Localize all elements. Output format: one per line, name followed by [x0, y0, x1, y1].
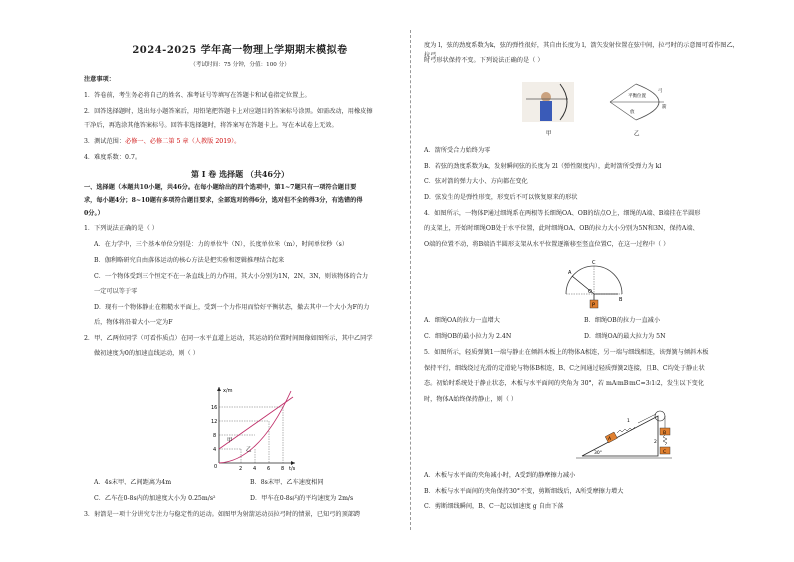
ytick-8: 8 [213, 433, 217, 439]
archer-head [541, 92, 551, 102]
q2-option-b: B．8s末甲、乙车速度相同 [250, 479, 324, 486]
label-angle: 30° [594, 451, 602, 456]
q5-option-a: A．木板与水平面的夹角减小时，A受到的静摩擦力减小 [424, 472, 576, 479]
q5-incline-figure [572, 406, 682, 464]
xtick-8: 8 [281, 466, 285, 471]
q3-continuation-1: 度为 l，弦的劲度系数为k，弦的弹性很好，其自由长度为 l，箭矢发射位置在弦中间，拉弓时的示意图可看作图乙，拉弓 [424, 42, 739, 59]
note-3-range: 必修一、必修二第 5 章（人教版 2019）。 [125, 138, 241, 145]
column-divider [410, 30, 411, 530]
q1-option-b: B．伽利略研究自由落体运动的核心方法是把实验和逻辑推理结合起来 [94, 257, 285, 264]
diagram-label-shou: 弓 [658, 89, 663, 94]
label-c: C [592, 260, 596, 266]
q4-stem-3: O端的位置不动，将B端沿半圆形支架从水平位置逐渐移至竖直位置C，在这一过程中（ ） [424, 241, 670, 248]
label-a: A [608, 437, 612, 442]
q2-stem-2: 做初速度为0的加速直线运动，则（ ） [94, 350, 199, 357]
exam-title: 2024-2025 学年高一物理上学期期末模拟卷 [132, 45, 348, 56]
q2-row-2 [94, 494, 406, 504]
q4-semicircle-figure [560, 254, 630, 312]
q5-option-c: C．剪断细线瞬间，B、C一起以加速度 g 自由下落 [424, 503, 564, 510]
note-4: 4．难度系数：0.7。 [84, 154, 142, 161]
label-1: 1 [627, 419, 630, 424]
section1-intro-1: 一、选择题（本题共10小题，共46分。在每小题给出的四个选项中，第1~7题只有一项符合题目要 [84, 184, 357, 191]
note-3-label: 3．测试范围： [84, 138, 126, 145]
xtick-6: 6 [267, 466, 271, 471]
q3-continuation-2: 时弓形状保持不变。下列说法正确的是（ ） [424, 57, 544, 64]
q5-stem-2: 保持平行，细线绕过光滑的定滑轮与物体B相连，B、C之间通过轻质弹簧2连接，且B、C均处于静止状 [424, 365, 705, 372]
yi-label: 乙 [246, 447, 252, 453]
q1-stem: 1．下列说法正确的是（ ） [84, 225, 158, 232]
q2-row-1 [94, 478, 406, 488]
q3-archery-figure [522, 82, 692, 142]
diagram-label-yi: 乙 [634, 131, 640, 137]
q2-option-a: A．4s末甲、乙间距离为4m [94, 479, 172, 486]
q4-option-b: B．细绳OB的拉力一直减小 [584, 317, 661, 324]
q2-option-d: D．甲车在0-8s内的平均速度为 2m/s [250, 495, 354, 502]
spring-2 [663, 435, 667, 445]
notes-heading: 注意事项： [84, 76, 115, 83]
note-2: 2．回答选择题时，选出每小题答案后，用铅笔把答题卡上对应题目的答案标号涂黑。如需改动，用橡皮擦 [84, 108, 373, 115]
pulley [655, 411, 665, 421]
ytick-4: 4 [213, 447, 217, 453]
q1-option-c: C．一个物体受到三个恒定不在一条直线上的力作用，其大小分别为1N，2N，3N，则该物体的合力 [94, 273, 369, 280]
label-2: 2 [654, 440, 657, 445]
q3-stem: 3．射箭是一项十分讲究专注力与稳定性的运动。如图甲为射箭运动员拉弓时的情景，已知弓的顶部跨 [84, 511, 361, 518]
xtick-2: 2 [239, 466, 243, 471]
q3-option-c: C．弦对箭的弹力大小、方向都在变化 [424, 178, 528, 185]
block-a [605, 432, 617, 443]
note-2b: 干净后，再选涂其他答案标号。回答非选择题时，将答案写在答题卡上。写在本试卷上无效。 [84, 122, 338, 129]
q4-stem-2: 的支架上，开始时细绳OB处于水平位置，此时细绳OA、OB的拉力大小分别为5N和3N，保持A端、 [424, 225, 699, 232]
archer-body [540, 101, 552, 121]
label-p: P [592, 302, 596, 309]
note-1: 1．答卷前，考生务必将自己的姓名、准考证号等填写在答题卡和试卷指定位置上。 [84, 92, 311, 99]
photo-label-jia: 甲 [546, 131, 552, 137]
q4-row-2 [424, 332, 744, 342]
q4-options-ab [424, 316, 744, 326]
q1-option-c-2: 一定可以等于零 [94, 288, 138, 295]
section1-intro-3: 0分。） [84, 210, 104, 217]
string-top [610, 84, 636, 102]
label-b: B [663, 431, 667, 436]
q4-option-c: C．细绳OB的最小拉力为 2.4N [424, 333, 512, 340]
label-b: B [619, 297, 623, 303]
y-axis-label: x/m [223, 388, 233, 394]
q1-option-a: A．在力学中，三个基本单位分别是：力的单位牛（N），长度单位米（m），时间单位秒（s） [94, 241, 349, 248]
x-axis-label: t/s [289, 466, 296, 471]
spring-1 [617, 427, 635, 433]
jia-label: 甲 [227, 438, 233, 444]
q1-option-d: D．现有一个物体静止在粗糙水平面上，受到一个力作用而恰好平衡状态，撤去其中一个大小为F的力 [94, 304, 370, 311]
q2-options-ab [94, 478, 406, 488]
xtick-4: 4 [253, 466, 257, 471]
q5-stem-1: 5．如图所示，轻质弹簧1一端与静止在倾斜木板上的物体A相连，另一端与细线相连，该弹簧与倾斜木板 [424, 349, 709, 356]
q1-option-d-2: 后，物体将沿着大小一定为F [94, 319, 173, 326]
q4-option-d: D．细绳OA的最大拉力为 5N [584, 333, 666, 340]
q3-option-b: B．若弦的劲度系数为k，发射瞬间弦的长度为 2l（弹性限度内），此时箭所受弹力为 kl [424, 163, 662, 170]
q5-stem-3: 态。初始时系统处于静止状态，木板与水平面间的夹角为 30°，若 mA∶mB∶mC=3∶1∶2，发生以下变化 [424, 380, 705, 387]
q4-row-1 [424, 316, 744, 326]
x-axis-arrow [291, 461, 295, 465]
q5-stem-4: 时，物体A始终保持静止，则（ ） [424, 396, 518, 403]
q4-option-a: A．细绳OA的拉力一直增大 [424, 317, 500, 324]
q5-option-b: B．木板与水平面间的夹角保持30°不变，剪断细线后，A所受摩擦力增大 [424, 488, 624, 495]
label-a: A [568, 270, 572, 276]
origin-label: 0 [214, 464, 218, 470]
label-o: O [588, 289, 592, 295]
y-axis-arrow [217, 387, 221, 391]
label-c: C [663, 450, 667, 455]
q4-options-cd [424, 332, 744, 342]
ytick-12: 12 [211, 419, 218, 425]
diagram-label-jian: 箭 [662, 105, 667, 110]
section1-intro-2: 求，每小题4分；8~10题有多项符合题目要求，全部选对的得6分，选对但不全的得3分，有选错的得 [84, 197, 363, 204]
q3-option-d: D．弦发生的是弹性形变，形变后不可以恢复原来的形状 [424, 194, 578, 201]
incline-board [582, 416, 658, 456]
q3-option-a: A．箭所受合力始终为零 [424, 147, 491, 154]
ytick-16: 16 [211, 405, 218, 411]
q2-stem: 2．甲、乙两位同学（可看作质点）在同一水平直道上运动，其运动的位置时间图像如图所示，其中乙同学 [84, 335, 373, 342]
exam-subtitle: （考试时间：75 分钟，分值：100 分） [190, 62, 290, 68]
q4-stem-1: 4．如图所示，一物体P通过细绳系在两根等长细绳OA、OB的结点O上，细绳的A端、B端挂在半圆形 [424, 210, 701, 217]
q2-options-cd [94, 494, 406, 504]
q2-position-time-graph [209, 383, 299, 471]
q2-option-c: C．乙车在0-8s内的加速度大小为 0.25m/s² [94, 495, 216, 502]
section1-title: 第 Ⅰ 卷 选择题 （共46分） [190, 169, 289, 179]
diagram-label-pos: 平衡位置 [628, 94, 646, 99]
note-3 [84, 137, 396, 147]
diagram-label-fang: 放 [630, 110, 635, 115]
